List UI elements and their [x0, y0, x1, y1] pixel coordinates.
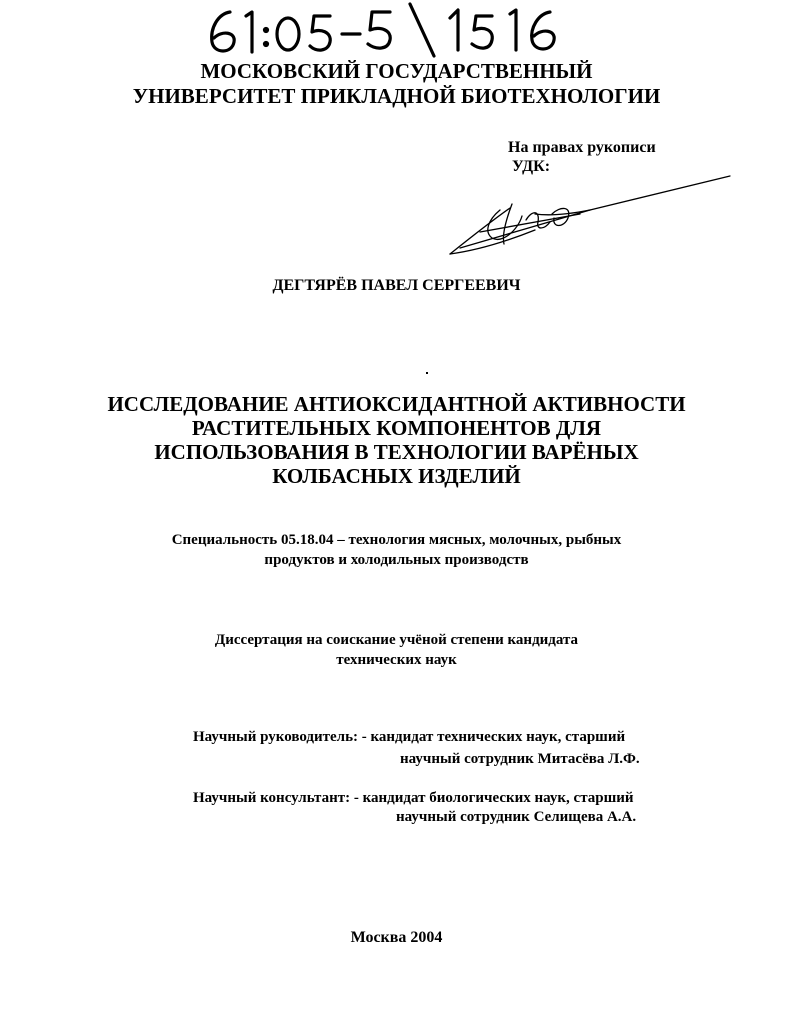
title-line: ИССЛЕДОВАНИЕ АНТИОКСИДАНТНОЙ АКТИВНОСТИ — [107, 392, 686, 416]
dissertation-degree — [0, 630, 793, 670]
dissertation-title — [0, 392, 793, 488]
degree-line2: технических наук — [336, 652, 457, 668]
specialty — [0, 530, 793, 570]
title-line: КОЛБАСНЫХ ИЗДЕЛИЙ — [272, 464, 521, 488]
degree-line1: Диссертация на соискание учёной степени кандидата — [214, 632, 579, 648]
city-year: Москва 2004 — [350, 929, 443, 946]
stray-dot — [426, 372, 428, 374]
university-name-line2: УНИВЕРСИТЕТ ПРИКЛАДНОЙ БИОТЕХНОЛОГИИ — [132, 84, 661, 108]
udk-label: УДК: — [512, 158, 551, 175]
specialty-line2: продуктов и холодильных производств — [264, 552, 529, 568]
title-line: ИСПОЛЬЗОВАНИЯ В ТЕХНОЛОГИИ ВАРЁНЫХ — [154, 440, 639, 464]
supervisor-line1: Научный руководитель: - кандидат технических наук, старший — [193, 729, 626, 745]
manuscript-rights: На правах рукописи — [508, 139, 656, 156]
archive-code-handwritten — [200, 0, 620, 58]
specialty-line1: Специальность 05.18.04 – технология мясных, молочных, рыбных — [171, 532, 622, 548]
consultant-line2: научный сотрудник Селищева А.А. — [396, 809, 637, 825]
consultant-line1: Научный консультант: - кандидат биологических наук, старший — [193, 790, 634, 806]
university-name-line1: МОСКОВСКИЙ ГОСУДАРСТВЕННЫЙ — [200, 59, 593, 83]
supervisor-line2: научный сотрудник Митасёва Л.Ф. — [400, 751, 640, 767]
signature — [440, 170, 740, 265]
title-line: РАСТИТЕЛЬНЫХ КОМПОНЕНТОВ ДЛЯ — [191, 416, 602, 440]
author-name: ДЕГТЯРЁВ ПАВЕЛ СЕРГЕЕВИЧ — [272, 277, 521, 294]
